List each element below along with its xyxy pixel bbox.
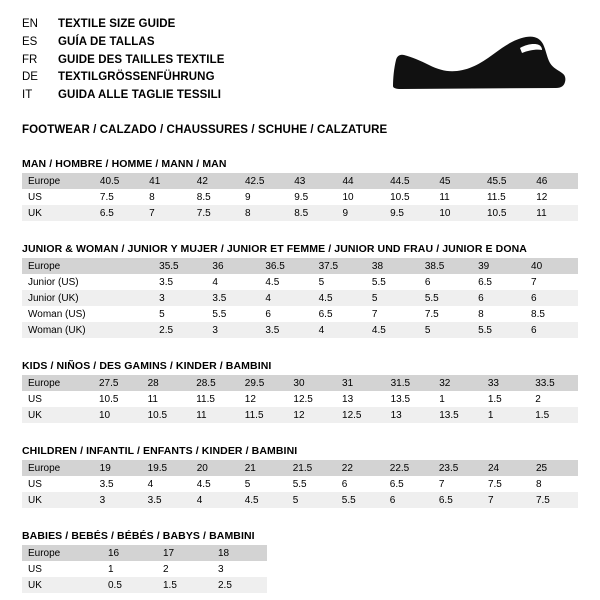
group-label: KIDS / NIÑOS / DES GAMINS / KINDER / BAMBINI xyxy=(22,360,272,372)
size-cell: 7.5 xyxy=(530,492,578,508)
size-cell: 11.5 xyxy=(239,407,288,423)
group-label: MAN / HOMBRE / HOMME / MANN / MAN xyxy=(22,158,227,170)
size-cell: 5.5 xyxy=(336,492,384,508)
size-cell: 5 xyxy=(419,322,472,338)
row-label: Junior (US) xyxy=(28,276,79,288)
group-label: BABIES / BEBÉS / BÉBÉS / BABYS / BAMBINI xyxy=(22,530,255,542)
size-cell: 45 xyxy=(433,173,481,189)
size-cell: 6.5 xyxy=(478,276,492,288)
size-cell: 42 xyxy=(191,173,239,189)
language-code: IT xyxy=(22,89,33,102)
size-cell: 13 xyxy=(342,393,354,405)
size-cell: 31 xyxy=(336,375,385,391)
size-cell: 25 xyxy=(530,460,578,476)
size-cell: 16 xyxy=(102,545,157,561)
dress-shoe-icon xyxy=(382,28,572,106)
size-cell: 3.5 xyxy=(159,276,174,288)
size-cell: 8.5 xyxy=(196,191,211,203)
table-row xyxy=(22,407,578,423)
row-label: Woman (US) xyxy=(28,308,86,320)
size-cell: 4 xyxy=(147,478,154,490)
table-row xyxy=(22,306,578,322)
size-table-babies xyxy=(22,545,267,593)
table-row xyxy=(22,460,578,476)
size-cell: 6 xyxy=(525,290,578,306)
size-cell: 4.5 xyxy=(313,290,366,306)
table-row xyxy=(22,290,578,306)
language-title: GUIDE DES TAILLES TEXTILE xyxy=(58,53,225,66)
table-row xyxy=(22,577,267,593)
size-cell: 5.5 xyxy=(419,290,472,306)
size-cell: 24 xyxy=(482,460,530,476)
row-label: US xyxy=(28,393,42,405)
size-cell: 3.5 xyxy=(142,492,191,508)
size-cell: 36.5 xyxy=(259,258,312,274)
size-cell: 36 xyxy=(206,258,259,274)
size-group-babies xyxy=(22,530,578,593)
row-label: Europe xyxy=(22,375,93,391)
size-cell: 1.5 xyxy=(157,577,212,593)
size-cell: 2 xyxy=(163,563,169,575)
size-cell: 3.5 xyxy=(259,322,312,338)
size-cell: 35.5 xyxy=(153,258,206,274)
size-cell: 3 xyxy=(206,322,259,338)
size-cell: 3.5 xyxy=(206,290,259,306)
size-cell: 28.5 xyxy=(190,375,239,391)
size-cell: 5.5 xyxy=(371,276,386,288)
size-cell: 7.5 xyxy=(424,308,439,320)
size-cell: 2.5 xyxy=(153,322,206,338)
language-title: TEXTILE SIZE GUIDE xyxy=(58,18,176,30)
size-cell: 6 xyxy=(341,478,348,490)
size-cell: 12 xyxy=(536,191,548,203)
group-label: JUNIOR & WOMAN / JUNIOR Y MUJER / JUNIOR ET FEMME / JUNIOR UND FRAU / JUNIOR E DONA xyxy=(22,243,527,255)
language-code: EN xyxy=(22,18,38,30)
size-cell: 7 xyxy=(482,492,530,508)
table-row xyxy=(22,375,578,391)
row-label: Europe xyxy=(22,460,94,476)
size-cell: 7 xyxy=(438,478,445,490)
size-cell xyxy=(101,306,153,322)
size-table-children xyxy=(22,460,578,508)
size-cell: 18 xyxy=(212,545,267,561)
size-cell: 9.5 xyxy=(384,205,433,221)
page-header xyxy=(22,16,578,106)
table-row xyxy=(22,205,578,221)
size-cell: 29.5 xyxy=(239,375,288,391)
size-cell: 2.5 xyxy=(212,577,267,593)
size-cell: 27.5 xyxy=(93,375,142,391)
table-row xyxy=(22,322,578,338)
size-cell: 4.5 xyxy=(265,276,280,288)
language-title: GUÍA DE TALLAS xyxy=(58,35,155,48)
size-cell: 11.5 xyxy=(196,393,215,405)
size-cell: 30 xyxy=(287,375,336,391)
size-cell xyxy=(101,290,153,306)
size-cell: 7 xyxy=(371,308,378,320)
language-title: GUIDA ALLE TAGLIE TESSILI xyxy=(58,89,222,102)
size-cell: 4 xyxy=(313,322,366,338)
size-cell: 33.5 xyxy=(529,375,578,391)
size-cell: 5.5 xyxy=(472,322,525,338)
size-cell: 6 xyxy=(424,276,431,288)
size-cell: 10.5 xyxy=(142,407,191,423)
size-cell: 10 xyxy=(433,205,481,221)
table-row xyxy=(22,545,267,561)
language-row xyxy=(22,69,225,87)
size-cell: 7.5 xyxy=(487,478,502,490)
size-cell: 6 xyxy=(472,290,525,306)
size-cell xyxy=(101,258,153,274)
size-cell: 22 xyxy=(336,460,384,476)
size-cell: 10.5 xyxy=(390,191,410,203)
size-cell: 12.5 xyxy=(293,393,313,405)
size-table-kids xyxy=(22,375,578,423)
size-cell: 46 xyxy=(530,173,578,189)
size-cell: 13.5 xyxy=(390,393,411,405)
size-cell: 13.5 xyxy=(433,407,482,423)
table-row xyxy=(22,258,578,274)
size-cell: 8 xyxy=(478,308,484,320)
size-cell: 7.5 xyxy=(191,205,239,221)
table-row xyxy=(22,189,578,205)
size-cell: 12 xyxy=(287,407,336,423)
size-cell: 17 xyxy=(157,545,212,561)
size-cell: 5 xyxy=(318,276,325,288)
size-cell: 4 xyxy=(259,290,312,306)
size-cell: 7 xyxy=(531,276,537,288)
size-table-junior-woman xyxy=(22,258,578,338)
size-cell: 5 xyxy=(159,308,165,320)
size-cell: 3 xyxy=(218,563,224,575)
size-cell: 8.5 xyxy=(531,308,545,320)
row-label: UK xyxy=(22,407,93,423)
size-cell: 3 xyxy=(94,492,142,508)
size-cell: 11 xyxy=(439,191,450,203)
size-cell: 4.5 xyxy=(196,478,211,490)
size-cell: 6 xyxy=(265,308,271,320)
size-cell: 11 xyxy=(147,393,158,405)
size-cell: 39 xyxy=(472,258,525,274)
size-cell: 22.5 xyxy=(384,460,433,476)
group-label: CHILDREN / INFANTIL / ENFANTS / KINDER / BAMBINI xyxy=(22,445,298,457)
table-row xyxy=(22,492,578,508)
size-group-children xyxy=(22,445,578,508)
size-cell: 8 xyxy=(149,191,155,203)
size-cell: 4 xyxy=(191,492,239,508)
size-cell: 45.5 xyxy=(481,173,530,189)
size-cell: 10 xyxy=(342,191,354,203)
table-row xyxy=(22,391,578,407)
size-table-man xyxy=(22,173,578,221)
size-cell: 32 xyxy=(433,375,482,391)
size-cell: 6.5 xyxy=(433,492,482,508)
size-cell: 12.5 xyxy=(336,407,385,423)
size-cell: 4.5 xyxy=(239,492,287,508)
language-code: ES xyxy=(22,35,38,48)
size-cell: 13 xyxy=(385,407,434,423)
language-title: TEXTILGRÖSSENFÜHRUNG xyxy=(58,71,215,84)
size-cell: 40 xyxy=(525,258,578,274)
size-cell: 4 xyxy=(212,276,218,288)
row-label: Europe xyxy=(22,258,101,274)
size-cell: 40.5 xyxy=(94,173,143,189)
row-label: Europe xyxy=(22,545,102,561)
size-cell: 6 xyxy=(384,492,433,508)
table-row xyxy=(22,476,578,492)
size-group-man xyxy=(22,158,578,221)
table-row xyxy=(22,561,267,577)
size-cell: 11 xyxy=(530,205,578,221)
size-cell: 42.5 xyxy=(239,173,288,189)
size-cell: 1 xyxy=(482,407,529,423)
language-row xyxy=(22,87,225,105)
size-cell: 28 xyxy=(142,375,191,391)
size-cell: 12 xyxy=(244,393,256,405)
row-label: US xyxy=(28,563,42,575)
row-label: Junior (UK) xyxy=(22,290,101,306)
language-row xyxy=(22,34,225,52)
size-cell: 43 xyxy=(288,173,336,189)
size-cell: 31.5 xyxy=(385,375,434,391)
size-cell: 5 xyxy=(244,478,251,490)
size-cell: 3 xyxy=(153,290,206,306)
table-row xyxy=(22,274,578,290)
row-label: Woman (UK) xyxy=(22,322,101,338)
row-label: UK xyxy=(22,577,102,593)
language-code: DE xyxy=(22,71,38,84)
size-cell: 37.5 xyxy=(313,258,366,274)
size-cell: 21 xyxy=(239,460,287,476)
size-cell: 1.5 xyxy=(529,407,578,423)
size-cell: 5.5 xyxy=(212,308,227,320)
size-cell: 6.5 xyxy=(94,205,143,221)
size-cell: 3.5 xyxy=(99,478,114,490)
language-row xyxy=(22,16,225,34)
size-cell: 38 xyxy=(366,258,419,274)
size-cell: 10.5 xyxy=(481,205,530,221)
size-group-junior-woman xyxy=(22,243,578,338)
size-cell xyxy=(101,274,153,290)
size-cell: 1.5 xyxy=(487,393,502,405)
language-row xyxy=(22,52,225,70)
row-label: US xyxy=(28,191,42,203)
size-cell: 10 xyxy=(93,407,142,423)
table-row xyxy=(22,173,578,189)
size-cell: 1 xyxy=(108,563,114,575)
size-cell: 10.5 xyxy=(98,393,119,405)
size-cell xyxy=(101,322,153,338)
size-cell: 33 xyxy=(482,375,529,391)
size-cell: 38.5 xyxy=(419,258,472,274)
language-title-list xyxy=(22,16,225,105)
size-cell: 0.5 xyxy=(102,577,157,593)
size-cell: 5 xyxy=(366,290,419,306)
size-cell: 1 xyxy=(439,393,445,405)
size-cell: 8.5 xyxy=(288,205,336,221)
size-cell: 11.5 xyxy=(486,191,506,203)
category-title: FOOTWEAR / CALZADO / CHAUSSURES / SCHUHE / CALZATURE xyxy=(22,124,388,136)
size-cell: 6 xyxy=(525,322,578,338)
language-title-body xyxy=(22,16,225,105)
row-label: Europe xyxy=(22,173,94,189)
language-code: FR xyxy=(22,53,38,66)
size-cell: 4.5 xyxy=(366,322,419,338)
size-cell: 8 xyxy=(535,478,542,490)
row-label: UK xyxy=(22,492,94,508)
size-cell: 5 xyxy=(287,492,336,508)
size-group-kids xyxy=(22,360,578,423)
size-cell: 11 xyxy=(190,407,239,423)
row-label: US xyxy=(28,478,42,490)
size-cell: 23.5 xyxy=(433,460,482,476)
size-cell: 21.5 xyxy=(287,460,336,476)
row-label: UK xyxy=(22,205,94,221)
size-cell: 44 xyxy=(336,173,384,189)
size-cell: 19.5 xyxy=(142,460,191,476)
size-cell: 41 xyxy=(143,173,191,189)
size-cell: 8 xyxy=(239,205,288,221)
size-cell: 6.5 xyxy=(318,308,333,320)
size-cell: 19 xyxy=(94,460,142,476)
size-cell: 7.5 xyxy=(99,191,114,203)
size-cell: 2 xyxy=(535,393,541,405)
size-cell: 7 xyxy=(143,205,191,221)
size-cell: 9.5 xyxy=(294,191,309,203)
size-cell: 9 xyxy=(336,205,384,221)
size-cell: 5.5 xyxy=(292,478,307,490)
size-cell: 44.5 xyxy=(384,173,433,189)
size-cell: 6.5 xyxy=(389,478,404,490)
size-cell: 20 xyxy=(191,460,239,476)
size-cell: 9 xyxy=(244,191,251,203)
